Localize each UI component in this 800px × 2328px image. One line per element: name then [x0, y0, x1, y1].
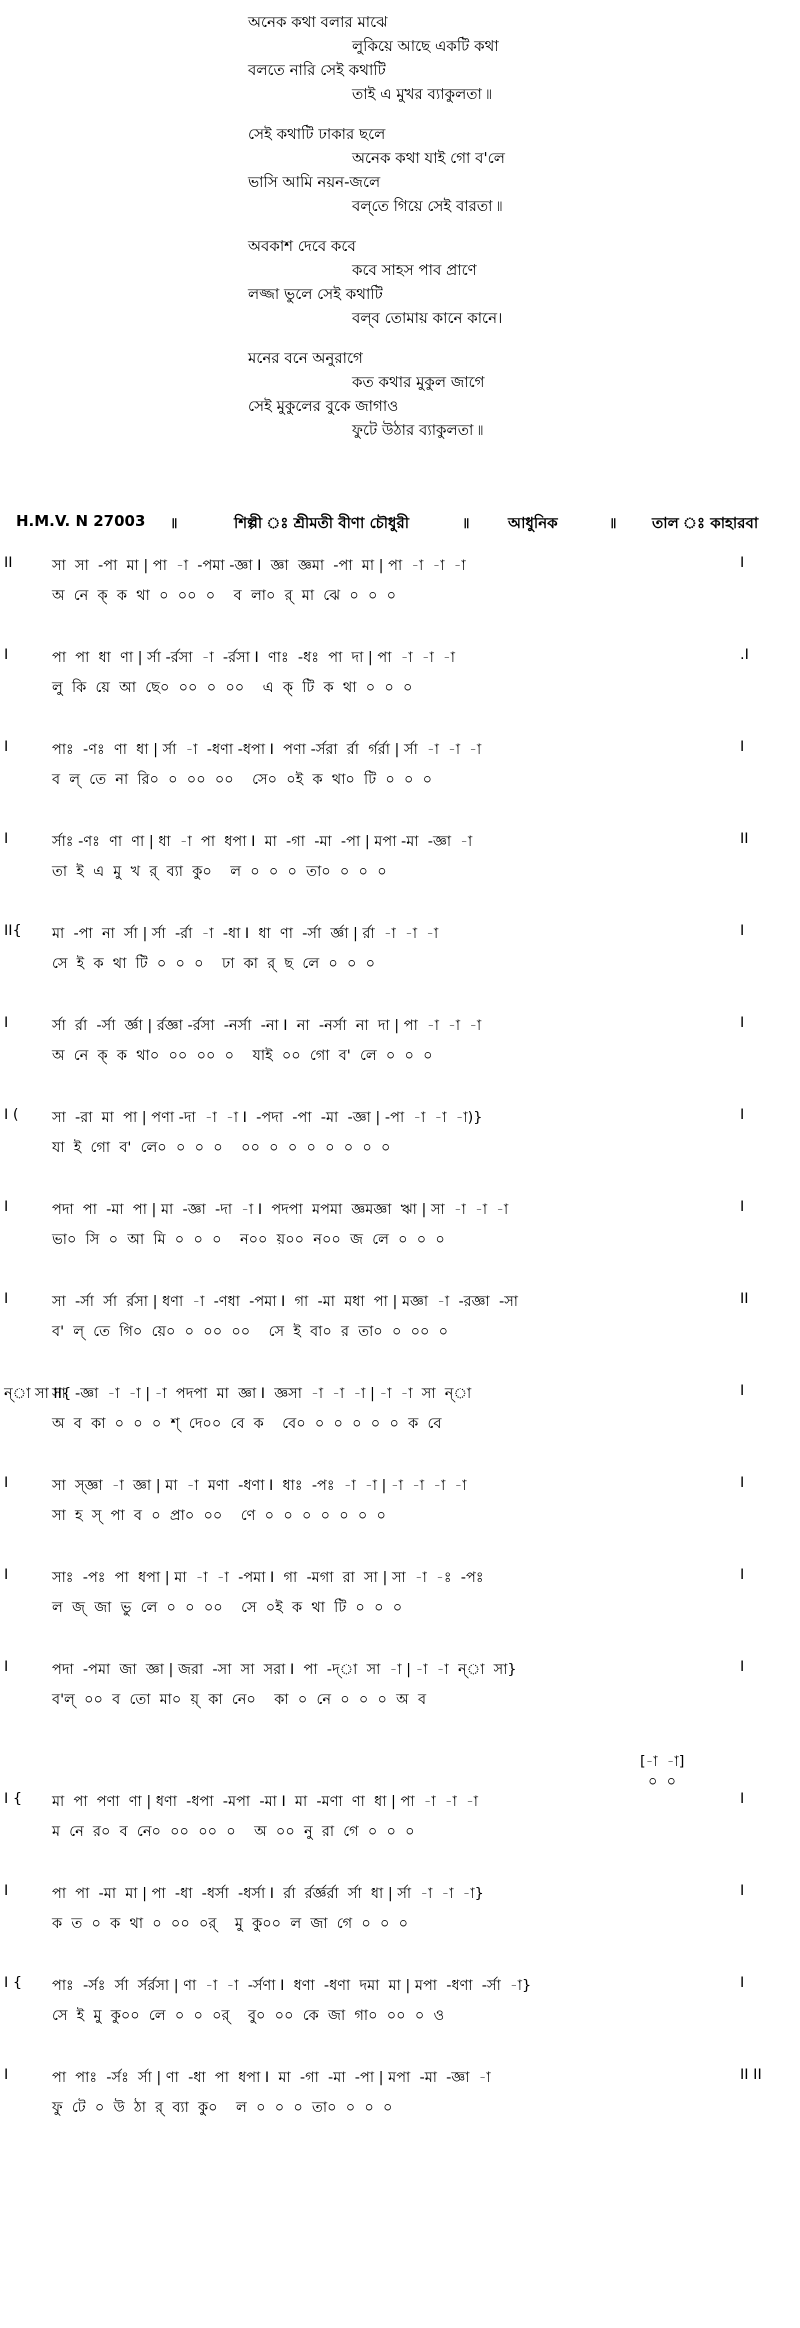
lyric-stanza	[248, 234, 648, 330]
bar-marker-left: I	[4, 831, 9, 847]
lyric-line: সেই মুকুলের বুকে জাগাও	[248, 397, 399, 415]
lyric-syllables: সা হ স্ পা ব ০ প্রা০ ০০ ণে ০ ০ ০ ০ ০ ০ ০	[52, 1508, 386, 1524]
lyric-line: কত কথার মুকুল জাগে	[352, 373, 485, 391]
lyric-stanza	[248, 10, 648, 106]
bar-marker-right: I	[740, 1383, 745, 1399]
notation-block	[0, 1383, 800, 1475]
lyric-syllables: যা ই গো ব' লে০ ০ ০ ০ ০০ ০ ০ ০ ০ ০ ০ ০	[52, 1140, 391, 1156]
lyric-syllables: অ নে ক্ ক থা ০ ০০ ০ ব লা০ র্ মা ঝে ০ ০ ০	[52, 588, 397, 604]
notation-block	[0, 923, 800, 1015]
song-header	[16, 512, 786, 538]
record-number: H.M.V. N 27003	[16, 512, 146, 530]
swara-row: পাঃ -র্সঃ র্সা র্সর্রসা | ণা -া -া -র্সণা I ধণা -ধণা দমা মা | মপা -ধণা -র্সা -া}	[52, 1978, 532, 1994]
bar-marker-left: I	[4, 1659, 9, 1675]
lyrics	[248, 10, 648, 458]
notation-block	[0, 1015, 800, 1107]
lyric-syllables: লু কি য়ে আ ছে০ ০০ ০ ০০ এ ক্ টি ক থা ০ ০ ০	[52, 680, 413, 696]
bar-marker-right: I	[740, 1567, 745, 1583]
bar-marker-right: I	[740, 739, 745, 755]
notation-block	[0, 2067, 800, 2159]
lyric-line: তাই এ মুখর ব্যাকুলতা ৷৷	[352, 85, 492, 103]
bar-marker-right: II	[740, 831, 749, 847]
notation-extra	[0, 1751, 800, 1791]
lyric-line: মনের বনে অনুরাগে	[248, 349, 363, 367]
bar-marker-left: I	[4, 739, 9, 755]
swara-row: সা -র্সা র্সা র্রসা | ধণা -া -ণধা -পমা I গা -মা মধা পা | মজ্ঞা -া -রজ্ঞা -সা	[52, 1294, 518, 1310]
bar-marker-left: I	[4, 1015, 9, 1031]
notation-block	[0, 1975, 800, 2067]
lyric-syllables: ব' ল্ তে গি০ য়ে০ ০ ০০ ০০ সে ই বা০ র তা০ ০ ০০ ০	[52, 1324, 449, 1340]
notation-block	[0, 739, 800, 831]
bar-marker-right: .I	[740, 647, 749, 663]
lyric-line: অনেক কথা যাই গো ব'লে	[352, 149, 505, 167]
lyric-stanza	[248, 346, 648, 442]
bar-marker-right: I	[740, 1107, 745, 1123]
lyric-line: অনেক কথা বলার মাঝে	[248, 13, 388, 31]
swara-row: সা স্‌জ্ঞা -া জ্ঞা | মা -া মণা -ধণা I ধাঃ -পঃ -া -া | -া -া -া -া	[52, 1478, 467, 1494]
lyric-line: বলতে নারি সেই কথাটি	[248, 61, 386, 79]
bar-marker-left: I	[4, 1291, 9, 1307]
bar-marker-right: I	[740, 1791, 745, 1807]
bar-marker-right: I	[740, 1975, 745, 1991]
bar-marker-right: I	[740, 1015, 745, 1031]
separator: ৷৷	[464, 514, 470, 532]
notation-block	[0, 831, 800, 923]
notation-block	[0, 1107, 800, 1199]
lyric-line: লুকিয়ে আছে একটি কথা	[352, 37, 499, 55]
lyric-syllables: ম নে র০ ব নে০ ০০ ০০ ০ অ ০০ নু রা গে ০ ০ ০	[52, 1824, 415, 1840]
lyric-syllables: ক ত ০ ক থা ০ ০০ ০র্ মু কু০০ ল জা গে ০ ০ ০	[52, 1916, 409, 1932]
genre: আধুনিক	[508, 514, 558, 532]
notation-block	[0, 1659, 800, 1751]
notation-block	[0, 1291, 800, 1383]
lyric-syllables: ভা০ সি ০ আ মি ০ ০ ০ ন০০ য়০০ ন০০ জ লে ০ ০ ০	[52, 1232, 445, 1248]
lyric-line: কবে সাহস পাব প্রাণে	[352, 261, 477, 279]
lyric-syllables: অ নে ক্ ক থা০ ০০ ০০ ০ যাই ০০ গো ব' লে ০ ০ ০	[52, 1048, 433, 1064]
lyric-syllables: সে ই ক থা টি ০ ০ ০ ঢা কা র্ ছ লে ০ ০ ০	[52, 956, 376, 972]
artist-name: শিল্পী ঃ শ্রীমতী বীণা চৌধুরী	[234, 514, 409, 532]
swara-row: সা -রা মা পা | পণা -দা -া -া I -পদা -পা -মা -জ্ঞা | -পা -া -া -া)}	[52, 1110, 483, 1126]
bar-marker-left: II	[4, 555, 13, 571]
swara-row: পদা পা -মা পা | মা -জ্ঞা -দা -া I পদপা মপমা জ্ঞমজ্ঞা ঋা | সা -া -া -া	[52, 1202, 509, 1218]
bar-marker-right: I	[740, 1659, 745, 1675]
separator: ৷৷	[611, 514, 617, 532]
bar-marker-left: I {	[4, 1791, 23, 1807]
bar-marker-left: I {	[4, 1975, 23, 1991]
notation-block	[0, 555, 800, 647]
lyric-syllables: ফু টে ০ উ ঠা র্ ব্যা কু০ ল ০ ০ ০ তা০ ০ ০ ০	[52, 2100, 393, 2116]
swara-row: র্সাঃ -ণঃ ণা ণা | ধা -া পা ধপা I মা -গা -মা -পা | মপা -মা -জ্ঞা -া	[52, 834, 473, 850]
swara-row: পা পা ধা ণা | র্সা -র্রসা -া -র্রসা I ণাঃ -ধঃ পা দা | পা -া -া -া	[52, 650, 455, 666]
notation-block	[0, 1883, 800, 1975]
separator: ৷৷	[172, 514, 178, 532]
bar-marker-right: I	[740, 555, 745, 571]
notation-block	[0, 647, 800, 739]
swara-row: সাঃ -পঃ পা ধপা | মা -া -া -পমা I গা -মগা রা সা | সা -া -ঃ -পঃ	[52, 1570, 484, 1586]
bar-marker-left: I (	[4, 1107, 19, 1123]
lyric-syllables: ব'ল্ ০০ ব তো মা০ য়্ কা নে০ কা ০ নে ০ ০ ০ অ ব	[52, 1692, 427, 1708]
swara-row: সা সা -পা মা | পা -া -পমা -জ্ঞা I জ্ঞা জ্ঞমা -পা মা | পা -া -া -া	[52, 558, 466, 574]
swara-row: [-া -া]	[640, 1754, 685, 1770]
notation-block	[0, 1475, 800, 1567]
bar-marker-left: I	[4, 1567, 9, 1583]
bar-marker-left: II{	[4, 923, 22, 939]
swara-row: পা পা -মা মা | পা -ধা -ধর্সা -ধর্সা I র্রা র্রর্জ্ঞর্রা র্সা ধা | র্সা -া -া -া}	[52, 1886, 484, 1902]
bar-marker-left: ন্‌া সা II{	[4, 1386, 72, 1402]
bar-marker-left: I	[4, 1475, 9, 1491]
swara-row: মা পা পণা ণা | ধণা -ধপা -মপা -মা I মা -মণা ণা ধা | পা -া -া -া	[52, 1794, 479, 1810]
bar-marker-right: II	[740, 1291, 749, 1307]
swara-row: সা -জ্ঞা -া -া | -া পদপা মা জ্ঞা I জ্ঞসা -া -া -া | -া -া সা ন্‌া	[52, 1386, 472, 1402]
lyric-syllables: সে ই মু কু০০ লে ০ ০ ০র্ বু০ ০০ কে জা গা০ ০০ ০ ও	[52, 2008, 445, 2024]
lyric-syllables: ০ ০	[648, 1774, 677, 1790]
bar-marker-right: I	[740, 1883, 745, 1899]
lyric-line: বল্‌তে গিয়ে সেই বারতা ৷৷	[352, 197, 503, 215]
swara-row: র্সা র্রা -র্সা র্জ্ঞা | র্রজ্ঞা -র্রসা -নর্সা -না I না -নর্সা না দা | পা -া -া -া	[52, 1018, 482, 1034]
lyric-syllables: অ ব কা ০ ০ ০ শ্ দে০০ বে ক বে০ ০ ০ ০ ০ ০ ক বে	[52, 1416, 442, 1432]
taal: তাল ঃ কাহারবা	[652, 514, 759, 532]
bar-marker-left: I	[4, 647, 9, 663]
swara-row: মা -পা না র্সা | র্সা -র্রা -া -ধা I ধা ণা -র্সা র্জ্ঞা | র্রা -া -া -া	[52, 926, 439, 942]
lyric-syllables: ব ল্ তে না রি০ ০ ০০ ০০ সে০ ০ই ক থা০ টি ০ ০ ০	[52, 772, 433, 788]
notation-block	[0, 1791, 800, 1883]
lyric-stanza	[248, 122, 648, 218]
lyric-line: অবকাশ দেবে কবে	[248, 237, 356, 255]
lyric-syllables: ল জ্ জা ভু লে ০ ০ ০০ সে ০ই ক থা টি ০ ০ ০	[52, 1600, 403, 1616]
lyric-syllables: তা ই এ মু খ র্ ব্যা কু০ ল ০ ০ ০ তা০ ০ ০ ০	[52, 864, 387, 880]
bar-marker-right: II II	[740, 2067, 762, 2083]
notation-block	[0, 1567, 800, 1659]
bar-marker-right: I	[740, 1475, 745, 1491]
bar-marker-left: I	[4, 1199, 9, 1215]
lyric-line: বল্‌ব তোমায় কানে কানে।	[352, 309, 503, 327]
swara-row: পদা -পমা জা জ্ঞা | জরা -সা সা সরা I পা -দ্‌া সা -া | -া -া ন্‌া সা}	[52, 1662, 517, 1678]
lyric-line: ভাসি আমি নয়ন-জলে	[248, 173, 381, 191]
lyric-line: লজ্জা ভুলে সেই কথাটি	[248, 285, 383, 303]
lyric-line: ফুটে উঠার ব্যাকুলতা ৷৷	[352, 421, 484, 439]
bar-marker-left: I	[4, 1883, 9, 1899]
swara-row: পা পাঃ -র্সঃ র্সা | ণা -ধা পা ধপা I মা -গা -মা -পা | মপা -মা -জ্ঞা -া	[52, 2070, 491, 2086]
bar-marker-left: I	[4, 2067, 9, 2083]
lyric-line: সেই কথাটি ঢাকার ছলে	[248, 125, 386, 143]
bar-marker-right: I	[740, 1199, 745, 1215]
swara-row: পাঃ -ণঃ ণা ধা | র্সা -া -ধণা -ধপা I পণা -র্সরা র্রা র্গর্রা | র্সা -া -া -া	[52, 742, 482, 758]
bar-marker-right: I	[740, 923, 745, 939]
notation	[0, 555, 800, 2159]
notation-block	[0, 1199, 800, 1291]
